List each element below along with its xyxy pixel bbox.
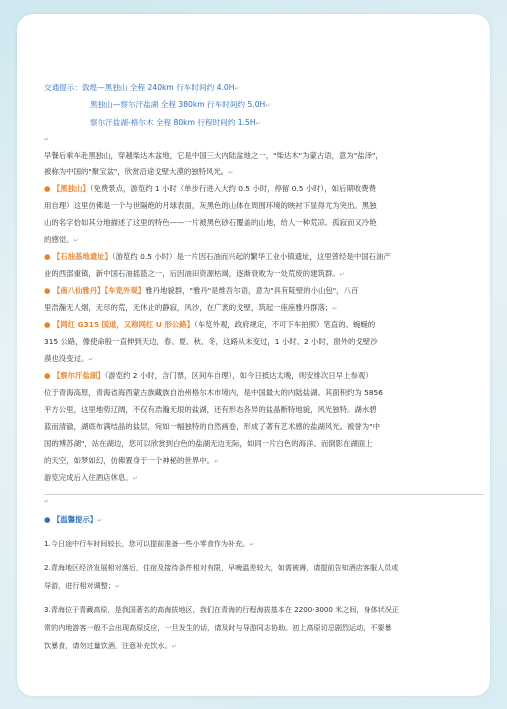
return-arrow-icon: ↵: [88, 356, 94, 363]
chaerhan-line-2: 位于青海高原，青海省海西蒙古族藏族自治州格尔木市境内，是中国最大的内陆盐湖。其面积约为 5856: [44, 388, 383, 397]
end-line: 游览完成后入住酒店休息。↵: [44, 473, 138, 482]
return-arrow-icon: ↵: [171, 643, 177, 650]
tip-3-line-2: 常的内地游客一般不会出现高原反应，一旦发生的话，请及时与导游同志协助。初上高原切忌剧烈运动，不要暴: [44, 623, 392, 632]
bullet-dot-icon: ●: [44, 184, 53, 193]
chaerhan-line-5: 国的博苏湖"，站在湖边，您可以欣赏到白色的盐湖无边无际，如同一片白色的海洋。而倒影在湖面上: [44, 439, 373, 448]
g315-line-1: ● 【网红 G315 国道，又称网红 U 形公路】（车览外观，政府规定，不可下车拍照）笔直的、蜿蜒的: [44, 320, 376, 329]
traffic-route-3: 察尔汗盐湖-格尔木 全程 80km 行程时间约 1.5H: [90, 118, 256, 127]
return-arrow-icon: ↵: [132, 475, 138, 482]
intro-line-1: 早餐后乘车赴黑独山，穿越柴达木盆地，它是中国三大内陆盆地之一，"柴达木"为蒙古语，意为"盐泽"，: [44, 151, 383, 160]
return-arrow-icon: ↵: [114, 583, 120, 590]
chaerhan-line-1: ● 【察尔汗盐湖】（游览约 2 小时，含门票，区间车自理），如今日抵达太晚，则安排次日早上参观）: [44, 371, 373, 380]
tip-3-line-3: 饮暴食，请勿过量饮酒，注意补充饮水。↵: [44, 641, 177, 650]
bullet-dot-icon: ●: [44, 371, 53, 380]
tip-3-line-1: 3.青海位于青藏高原，是我国著名的高海拔地区，我们在青海的行程海拔基本在 2200-3000 米之间，身体状况正: [44, 605, 399, 614]
return-arrow-icon: ↵: [255, 120, 261, 127]
return-arrow-icon: ↵: [234, 85, 240, 92]
g315-line-2: 315 公路，像使命般一直伸到天边，春、夏、秋、冬，这路从未变过，1 小时、2 小时，窗外的戈壁沙: [44, 337, 378, 346]
traffic-line-3: [90, 117, 261, 128]
return-arrow-icon: ↵: [339, 271, 345, 278]
traffic-line-2: [90, 99, 270, 110]
return-arrow-icon: ↵: [214, 458, 220, 465]
heidushan-line-1: ● 【黑独山】（免费景点，游览约 1 小时（单步行进入大约 0.5 小时，停留 0.5 小时），如后期收费费: [44, 184, 376, 193]
section-divider: [44, 494, 484, 495]
return-arrow-icon: ↵: [97, 517, 103, 524]
return-arrow-icon: ↵: [44, 136, 50, 143]
return-arrow-icon: ↵: [44, 498, 50, 505]
chaerhan-line-6: 的天空，如梦如幻，仿佛置身于一个神秘的世界中。↵: [44, 456, 220, 465]
heidushan-tag: 【黑独山】: [52, 184, 90, 193]
return-arrow-icon: ↵: [73, 237, 79, 244]
traffic-label: 交通提示：: [44, 83, 82, 92]
chaerhan-line-3: 平方公里，这里地势辽阔，不仅有浩瀚无垠的盐湖，还有形态各异的盐晶断特地貌，风光独特。湖水碧: [44, 405, 377, 414]
yadan-line-1: ● 【南八仙雅丹】【车览外观】雅丹地貌群，"雅丹"是维吾尔语，意为"具有陡壁的小山包"，八百: [44, 286, 359, 295]
bullet-dot-icon: ●: [44, 286, 53, 295]
shiyou-tag: 【石油基地遗址】: [52, 252, 112, 261]
chaerhan-line-4: 蓝而清澈，湖底布满结晶的盐层，宛如一幅独特的自然画卷，形成了著有艺术感的盐湖风光。被誉为"中: [44, 422, 380, 431]
return-arrow-icon: ↵: [265, 102, 271, 109]
g315-tag: 【网红 G315 国道，又称网红 U 形公路】: [52, 320, 195, 329]
traffic-route-1: 敦煌—黑独山 全程 240km 行车时间约 4.0H: [81, 83, 235, 92]
tips-title: 【温馨提示】: [52, 515, 98, 524]
bullet-dot-icon: ●: [44, 252, 53, 261]
heidushan-line-4: 的感觉。↵: [44, 235, 79, 244]
tip-2-line-1: 2.青海地区经济发展相对落后，住宿及接待条件相对有限，早晚温差较大，如需被褥，请提前告知酒店客服人员或: [44, 563, 399, 572]
g315-line-3: 漠也没变过。↵: [44, 354, 94, 363]
bullet-dot-icon: ●: [44, 320, 53, 329]
return-arrow-icon: ↵: [228, 169, 234, 176]
tips-title-line: [44, 512, 102, 530]
bullet-dot-icon: ●: [44, 515, 53, 524]
tip-1: 1.今日途中行车时间较长，您可以提前准备一些小零食作为补充。↵: [44, 539, 255, 548]
itinerary-page: [17, 14, 490, 696]
traffic-route-2: 黑独山—察尔汗盐湖 全程 380km 行车时间约 5.0H: [90, 100, 266, 109]
heidushan-line-3: 山的名字恰如其分地描述了这里的特色——一片被黑色砂石覆盖的山地，给人一种荒凉、孤寂而又冷艳: [44, 218, 377, 227]
return-arrow-icon: ↵: [332, 305, 338, 312]
yadan-tag: 【南八仙雅丹】【车览外观】: [52, 286, 146, 295]
intro-line-2: 被称为中国的"聚宝盆"，欣赏沿途戈壁大漠的独特风光。↵: [44, 167, 234, 176]
return-arrow-icon: ↵: [249, 541, 255, 548]
yadan-line-2: 里浩瀚无人烟，无尽的荒，无休止的静寂，风沙，在广袤的戈壁，筑起一座座雅丹群落；↵: [44, 303, 338, 312]
chaerhan-tag: 【察尔汗盐湖】: [52, 371, 105, 380]
shiyou-line-2: 业的西部重镇，新中国石油摇篮之一，后因油田资源枯竭，逐渐衰败为一处荒废的建筑群。↵: [44, 269, 345, 278]
tip-2-line-2: 导游，进行相对调整；↵: [44, 581, 120, 590]
heidushan-line-2: 用自理）这里仿佛是一个与世隔绝的月球表面，灰黑色的山体在周围环境的映衬下显得尤为突出。黑独: [44, 201, 377, 210]
traffic-line-1: [44, 82, 239, 93]
shiyou-line-1: ● 【石油基地遗址】（游览约 0.5 小时）是一片因石油而兴起的繁华工业小镇遗址，这里曾经是中国石油产: [44, 252, 391, 261]
